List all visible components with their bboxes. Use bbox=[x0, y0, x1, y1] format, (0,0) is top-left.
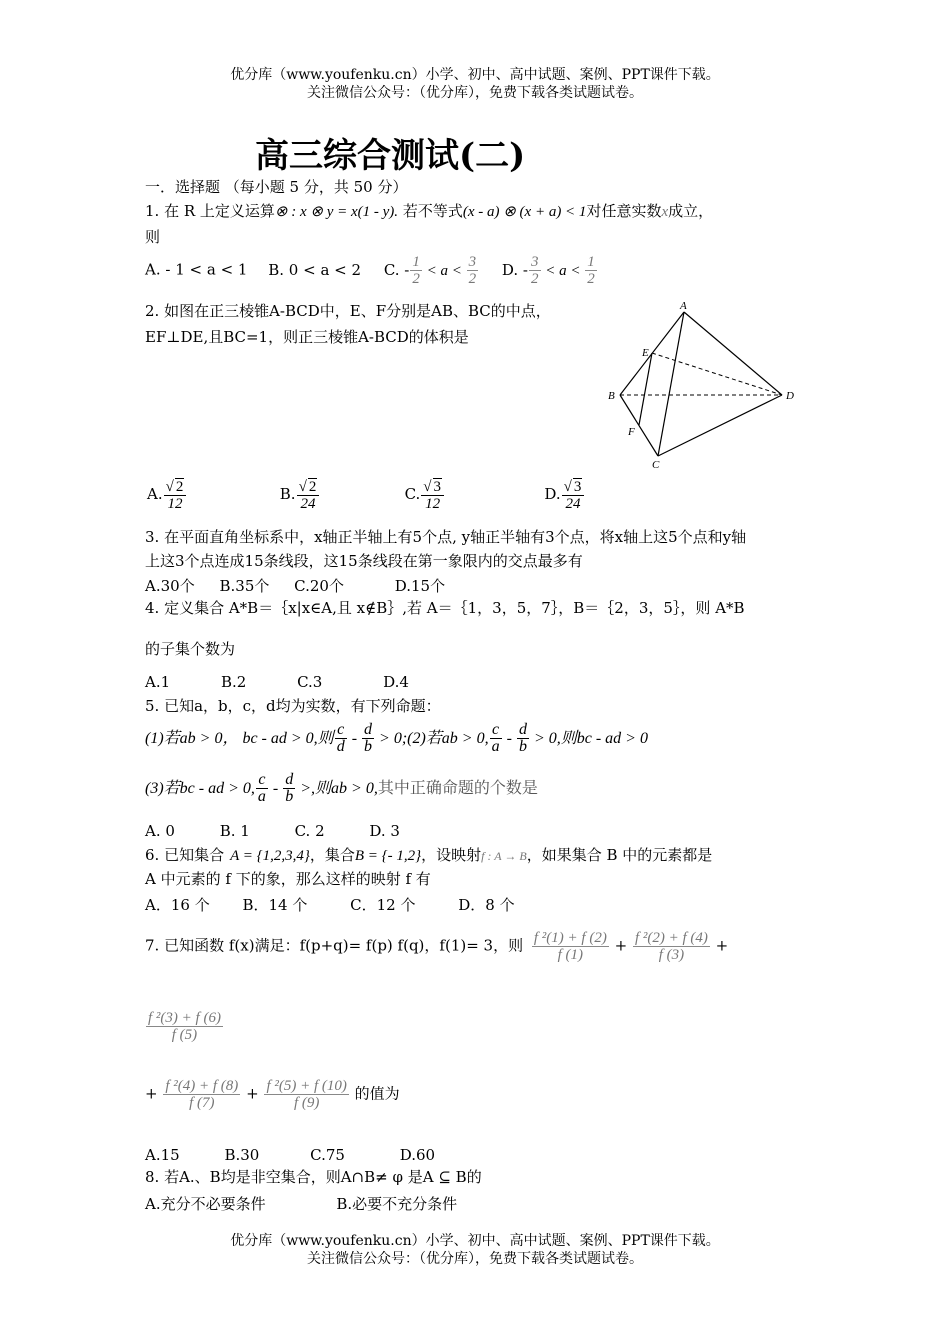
q6-option-b: B．14 个 bbox=[242, 896, 308, 914]
q3-line-2: 上这3个点连成15条线段，这15条线段在第一象限内的交点最多有 bbox=[145, 552, 583, 570]
q8-option-b: B.必要不充分条件 bbox=[336, 1195, 458, 1213]
label-f: F bbox=[628, 426, 635, 438]
q7-option-a: A.15 bbox=[145, 1146, 180, 1164]
q5-props-1-2: (1)若ab > 0， bc - ad > 0,则 $\frac{c}{d}$ - $\frac{d}{b}$ > 0;(2)若ab > 0, $\frac{c}{a}$ - $\frac{d}{b}$ > 0,则bc - ad > 0 bbox=[145, 721, 648, 755]
q6-option-d: D．8 个 bbox=[458, 896, 515, 914]
q7-line-1: 7. 已知函数 f(x)满足：f(p+q)= f(p) f(q)，f(1)= 3，则 $\frac{\text{f ²(1) + f (2)}}{f (1)}$ + $\frac{\text{f ²(2) + f (4)}}{f (3)}$ + bbox=[145, 930, 729, 963]
label-b: B bbox=[608, 390, 615, 402]
q3-option-d: D.15个 bbox=[394, 577, 446, 595]
q3-options bbox=[145, 575, 445, 597]
q7-options bbox=[145, 1144, 435, 1166]
q6-options bbox=[145, 894, 515, 916]
q3-option-a: A.30个 bbox=[145, 577, 195, 595]
q5-option-c: C. 2 bbox=[294, 822, 325, 840]
q1-options bbox=[145, 254, 598, 287]
q4-option-c: C.3 bbox=[297, 673, 323, 691]
q4-option-b: B.2 bbox=[220, 673, 247, 691]
q8-option-a: A.充分不必要条件 bbox=[145, 1195, 266, 1213]
q8-line-1: 8. 若A.、B均是非空集合，则A∩B≠ φ 是A ⊆ B的 bbox=[145, 1168, 482, 1186]
q3-option-b: B.35个 bbox=[219, 577, 270, 595]
edge-cd bbox=[658, 395, 782, 456]
q7-option-c: C.75 bbox=[310, 1146, 345, 1164]
q1-option-b: B. 0 < a < 2 bbox=[268, 260, 362, 279]
q5-prop-3: (3)若bc - ad > 0, $\frac{c}{a}$ - $\frac{d}{b}$ >,则ab > 0,其中正确命题的个数是 bbox=[145, 771, 538, 805]
q2-line-2: EF⊥DE,且BC=1，则正三棱锥A-BCD的体积是 bbox=[145, 328, 469, 346]
q2-option-c: C. $\frac{√ 3}{12}$ bbox=[405, 478, 540, 512]
q6-line-1: 6. 已知集合 A = {1,2,3,4}，集合B = {- 1,2}，设映射f : A → B，如果集合 B 中的元素都是 bbox=[145, 846, 713, 864]
q4-line-1: 4. 定义集合 A*B＝｛x|x∈A,且 x∉B｝,若 A＝｛1，3，5，7｝，B＝｛2，3，5｝，则 A*B bbox=[145, 599, 745, 617]
header-line-2: 关注微信公众号：（优分库），免费下载各类试题试卷。 bbox=[307, 85, 643, 101]
q2-option-d: D. $\frac{√ 3}{24}$ bbox=[544, 485, 585, 503]
q2-line-1: 2. 如图在正三棱锥A-BCD中，E、F分别是AB、BC的中点， bbox=[145, 302, 551, 320]
header-line-1: 优分库（www.youfenku.cn）小学、初中、高中试题、案例、PPT课件下载。 bbox=[230, 67, 720, 83]
q5-option-b: B. 1 bbox=[219, 822, 250, 840]
q2-option-b: B. $\frac{√ 2}{24}$ bbox=[280, 478, 400, 512]
q4-line-2: 的子集个数为 bbox=[145, 640, 236, 658]
q2-option-a: A. $\frac{√ 2}{12}$ bbox=[145, 478, 275, 512]
q7-line-3: + $\frac{\text{f ²(4) + f (8)}}{f (7)}$ + $\frac{\text{f ²(5) + f (10)}}{f (9)}$ 的值为 bbox=[145, 1078, 400, 1111]
tetrahedron-figure bbox=[600, 296, 805, 472]
segment-ef bbox=[639, 353, 652, 425]
q6-line-2: A 中元素的 f 下的象，那么这样的映射 f 有 bbox=[145, 870, 431, 888]
footer-line-1: 优分库（www.youfenku.cn）小学、初中、高中试题、案例、PPT课件下载。 bbox=[230, 1233, 720, 1249]
q1-option-d: D. - $\frac{3}{2}$ < a < $\frac{1}{2}$ bbox=[501, 254, 595, 287]
q5-options bbox=[145, 820, 400, 842]
page-title: 高三综合测试(二) bbox=[255, 136, 526, 176]
q5-option-d: D. 3 bbox=[369, 822, 400, 840]
q7-option-b: B.30 bbox=[224, 1146, 260, 1164]
label-c: C bbox=[652, 459, 660, 471]
q1-option-c: C. - $\frac{1}{2}$ < a < $\frac{3}{2}$ bbox=[383, 254, 477, 287]
q3-line-1: 3. 在平面直角坐标系中，x轴正半轴上有5个点, y轴正半轴有3个点，将x轴上这5个点和y轴 bbox=[145, 528, 747, 546]
q1-option-a: A. - 1 < a < 1 bbox=[145, 260, 248, 279]
q2-options bbox=[145, 478, 585, 512]
q6-option-c: C．12 个 bbox=[350, 896, 416, 914]
segment-ed-hidden bbox=[652, 353, 782, 395]
q8-options bbox=[145, 1193, 457, 1215]
label-d: D bbox=[786, 390, 794, 402]
q7-line-2: $\frac{\text{f ²(3) + f (6)}}{f (5)}$ bbox=[148, 1010, 221, 1043]
q3-option-c: C.20个 bbox=[294, 577, 344, 595]
edge-ac bbox=[658, 312, 684, 456]
footer-line-2: 关注微信公众号：（优分库），免费下载各类试题试卷。 bbox=[307, 1251, 643, 1267]
q1-line-2: 则 bbox=[145, 228, 161, 246]
q5-line-1: 5. 已知a，b，c，d均为实数，有下列命题： bbox=[145, 697, 441, 715]
edge-bc bbox=[620, 395, 658, 456]
q4-options bbox=[145, 671, 409, 693]
q7-option-d: D.60 bbox=[399, 1146, 436, 1164]
label-e: E bbox=[642, 347, 649, 359]
q4-option-d: D.4 bbox=[383, 673, 409, 691]
section-heading: 一．选择题 （每小题 5 分，共 50 分） bbox=[145, 178, 408, 196]
q1-line-1: 1. 在 R 上定义运算⊗ : x ⊗ y = x(1 - y). 若不等式(x - a) ⊗ (x + a) < 1对任意实数x成立， bbox=[145, 202, 714, 220]
edge-ad bbox=[684, 312, 782, 395]
label-a: A bbox=[680, 300, 687, 312]
q5-option-a: A. 0 bbox=[145, 822, 175, 840]
q4-option-a: A.1 bbox=[145, 673, 171, 691]
q6-option-a: A．16 个 bbox=[145, 896, 210, 914]
